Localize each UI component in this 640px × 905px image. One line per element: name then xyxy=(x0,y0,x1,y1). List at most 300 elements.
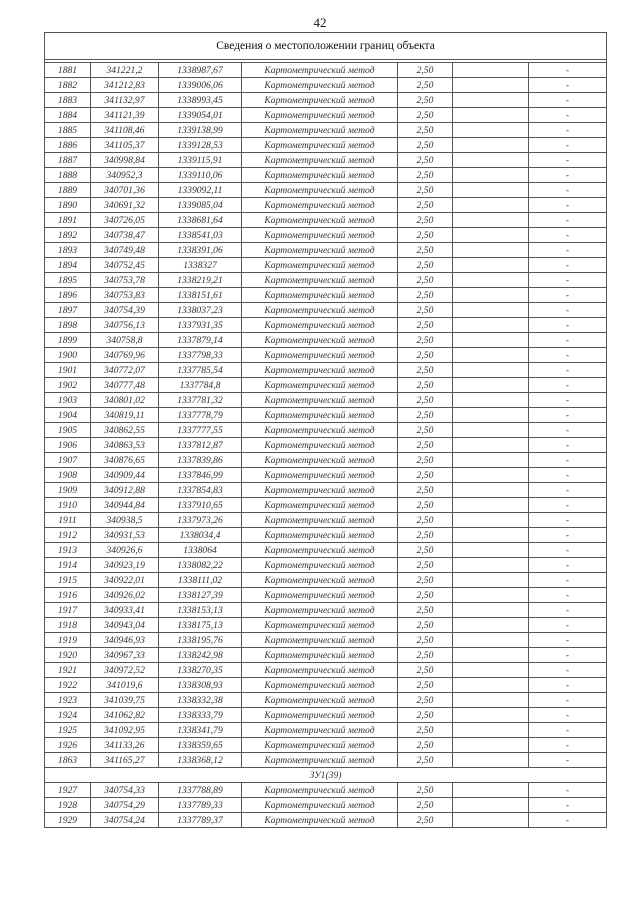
y-coordinate: 1339085,04 xyxy=(159,198,242,213)
determination-method: Картометрический метод xyxy=(242,708,398,723)
y-coordinate: 1338341,79 xyxy=(159,723,242,738)
y-coordinate: 1338270,35 xyxy=(159,663,242,678)
determination-method: Картометрический метод xyxy=(242,528,398,543)
determination-method: Картометрический метод xyxy=(242,558,398,573)
determination-method: Картометрический метод xyxy=(242,648,398,663)
extra-value: - xyxy=(529,543,607,558)
extra-value: - xyxy=(529,693,607,708)
table-title-row xyxy=(45,33,607,60)
point-number: 1915 xyxy=(45,573,91,588)
x-coordinate: 340952,3 xyxy=(91,168,159,183)
x-coordinate: 341019,6 xyxy=(91,678,159,693)
x-coordinate: 340922,01 xyxy=(91,573,159,588)
accuracy-value: 2,50 xyxy=(398,153,453,168)
point-number: 1929 xyxy=(45,813,91,828)
x-coordinate: 340926,02 xyxy=(91,588,159,603)
boundary-description xyxy=(453,78,529,93)
table-row xyxy=(45,198,607,213)
extra-value: - xyxy=(529,273,607,288)
determination-method: Картометрический метод xyxy=(242,78,398,93)
extra-value: - xyxy=(529,63,607,78)
point-number: 1900 xyxy=(45,348,91,363)
extra-value: - xyxy=(529,363,607,378)
point-number: 1921 xyxy=(45,663,91,678)
table-row xyxy=(45,543,607,558)
boundary-description xyxy=(453,798,529,813)
x-coordinate: 340691,32 xyxy=(91,198,159,213)
boundary-description xyxy=(453,603,529,618)
extra-value: - xyxy=(529,93,607,108)
boundary-description xyxy=(453,213,529,228)
determination-method: Картометрический метод xyxy=(242,213,398,228)
y-coordinate: 1339128,53 xyxy=(159,138,242,153)
extra-value: - xyxy=(529,213,607,228)
table-row xyxy=(45,153,607,168)
boundary-description xyxy=(453,588,529,603)
table-row xyxy=(45,723,607,738)
determination-method: Картометрический метод xyxy=(242,303,398,318)
table-row xyxy=(45,318,607,333)
boundary-description xyxy=(453,693,529,708)
y-coordinate: 1339092,11 xyxy=(159,183,242,198)
determination-method: Картометрический метод xyxy=(242,363,398,378)
table-row xyxy=(45,258,607,273)
table-row xyxy=(45,423,607,438)
table-row xyxy=(45,363,607,378)
extra-value: - xyxy=(529,783,607,798)
y-coordinate: 1338391,06 xyxy=(159,243,242,258)
table-row xyxy=(45,618,607,633)
x-coordinate: 340944,84 xyxy=(91,498,159,513)
accuracy-value: 2,50 xyxy=(398,303,453,318)
point-number: 1906 xyxy=(45,438,91,453)
determination-method: Картометрический метод xyxy=(242,753,398,768)
extra-value: - xyxy=(529,438,607,453)
point-number: 1911 xyxy=(45,513,91,528)
y-coordinate: 1337879,14 xyxy=(159,333,242,348)
x-coordinate: 340758,8 xyxy=(91,333,159,348)
x-coordinate: 340943,04 xyxy=(91,618,159,633)
boundary-description xyxy=(453,678,529,693)
extra-value: - xyxy=(529,498,607,513)
determination-method: Картометрический метод xyxy=(242,138,398,153)
determination-method: Картометрический метод xyxy=(242,408,398,423)
table-row xyxy=(45,798,607,813)
table-row xyxy=(45,573,607,588)
table-row xyxy=(45,753,607,768)
extra-value: - xyxy=(529,78,607,93)
x-coordinate: 340738,47 xyxy=(91,228,159,243)
x-coordinate: 341221,2 xyxy=(91,63,159,78)
y-coordinate: 1338037,23 xyxy=(159,303,242,318)
extra-value: - xyxy=(529,813,607,828)
determination-method: Картометрический метод xyxy=(242,198,398,213)
extra-value: - xyxy=(529,513,607,528)
determination-method: Картометрический метод xyxy=(242,288,398,303)
point-number: 1903 xyxy=(45,393,91,408)
extra-value: - xyxy=(529,558,607,573)
point-number: 1920 xyxy=(45,648,91,663)
point-number: 1913 xyxy=(45,543,91,558)
extra-value: - xyxy=(529,138,607,153)
boundary-description xyxy=(453,648,529,663)
accuracy-value: 2,50 xyxy=(398,618,453,633)
boundary-description xyxy=(453,228,529,243)
accuracy-value: 2,50 xyxy=(398,708,453,723)
table-row xyxy=(45,288,607,303)
table-row xyxy=(45,393,607,408)
accuracy-value: 2,50 xyxy=(398,693,453,708)
y-coordinate: 1338111,02 xyxy=(159,573,242,588)
point-number: 1899 xyxy=(45,333,91,348)
y-coordinate: 1338151,61 xyxy=(159,288,242,303)
y-coordinate: 1337973,26 xyxy=(159,513,242,528)
table-title: Сведения о местоположении границ объекта xyxy=(45,33,607,60)
x-coordinate: 340754,29 xyxy=(91,798,159,813)
table-row xyxy=(45,138,607,153)
table-row xyxy=(45,93,607,108)
accuracy-value: 2,50 xyxy=(398,213,453,228)
determination-method: Картометрический метод xyxy=(242,108,398,123)
point-number: 1896 xyxy=(45,288,91,303)
extra-value: - xyxy=(529,708,607,723)
table-row xyxy=(45,813,607,828)
determination-method: Картометрический метод xyxy=(242,813,398,828)
y-coordinate: 1338993,45 xyxy=(159,93,242,108)
accuracy-value: 2,50 xyxy=(398,378,453,393)
point-number: 1914 xyxy=(45,558,91,573)
determination-method: Картометрический метод xyxy=(242,693,398,708)
boundary-description xyxy=(453,558,529,573)
extra-value: - xyxy=(529,348,607,363)
accuracy-value: 2,50 xyxy=(398,333,453,348)
point-number: 1925 xyxy=(45,723,91,738)
determination-method: Картометрический метод xyxy=(242,618,398,633)
point-number: 1888 xyxy=(45,168,91,183)
accuracy-value: 2,50 xyxy=(398,498,453,513)
determination-method: Картометрический метод xyxy=(242,588,398,603)
point-number: 1919 xyxy=(45,633,91,648)
x-coordinate: 340862,55 xyxy=(91,423,159,438)
boundary-description xyxy=(453,93,529,108)
y-coordinate: 1338082,22 xyxy=(159,558,242,573)
boundary-description xyxy=(453,783,529,798)
x-coordinate: 341105,37 xyxy=(91,138,159,153)
table-row xyxy=(45,498,607,513)
accuracy-value: 2,50 xyxy=(398,438,453,453)
extra-value: - xyxy=(529,573,607,588)
accuracy-value: 2,50 xyxy=(398,408,453,423)
extra-value: - xyxy=(529,453,607,468)
table-row xyxy=(45,123,607,138)
extra-value: - xyxy=(529,168,607,183)
point-number: 1907 xyxy=(45,453,91,468)
table-row xyxy=(45,333,607,348)
point-number: 1928 xyxy=(45,798,91,813)
accuracy-value: 2,50 xyxy=(398,738,453,753)
boundary-description xyxy=(453,483,529,498)
y-coordinate: 1337812,87 xyxy=(159,438,242,453)
extra-value: - xyxy=(529,678,607,693)
accuracy-value: 2,50 xyxy=(398,783,453,798)
boundary-description xyxy=(453,258,529,273)
x-coordinate: 340912,88 xyxy=(91,483,159,498)
y-coordinate: 1338327 xyxy=(159,258,242,273)
boundary-description xyxy=(453,438,529,453)
point-number: 1918 xyxy=(45,618,91,633)
table-row xyxy=(45,108,607,123)
table-row xyxy=(45,78,607,93)
x-coordinate: 341133,26 xyxy=(91,738,159,753)
boundary-description xyxy=(453,108,529,123)
boundary-description xyxy=(453,348,529,363)
x-coordinate: 340819,11 xyxy=(91,408,159,423)
determination-method: Картометрический метод xyxy=(242,393,398,408)
accuracy-value: 2,50 xyxy=(398,453,453,468)
extra-value: - xyxy=(529,468,607,483)
y-coordinate: 1338064 xyxy=(159,543,242,558)
y-coordinate: 1337854,83 xyxy=(159,483,242,498)
y-coordinate: 1337839,86 xyxy=(159,453,242,468)
table-row xyxy=(45,303,607,318)
y-coordinate: 1338175,13 xyxy=(159,618,242,633)
point-number: 1881 xyxy=(45,63,91,78)
x-coordinate: 340923,19 xyxy=(91,558,159,573)
accuracy-value: 2,50 xyxy=(398,228,453,243)
boundary-description xyxy=(453,513,529,528)
x-coordinate: 340749,48 xyxy=(91,243,159,258)
determination-method: Картометрический метод xyxy=(242,513,398,528)
determination-method: Картометрический метод xyxy=(242,438,398,453)
y-coordinate: 1338332,38 xyxy=(159,693,242,708)
y-coordinate: 1338987,67 xyxy=(159,63,242,78)
extra-value: - xyxy=(529,738,607,753)
determination-method: Картометрический метод xyxy=(242,543,398,558)
boundary-description xyxy=(453,573,529,588)
boundary-description xyxy=(453,663,529,678)
x-coordinate: 340931,53 xyxy=(91,528,159,543)
y-coordinate: 1338308,93 xyxy=(159,678,242,693)
y-coordinate: 1337789,37 xyxy=(159,813,242,828)
y-coordinate: 1337931,35 xyxy=(159,318,242,333)
accuracy-value: 2,50 xyxy=(398,138,453,153)
point-number: 1886 xyxy=(45,138,91,153)
point-number: 1922 xyxy=(45,678,91,693)
point-number: 1894 xyxy=(45,258,91,273)
accuracy-value: 2,50 xyxy=(398,108,453,123)
point-number: 1885 xyxy=(45,123,91,138)
accuracy-value: 2,50 xyxy=(398,573,453,588)
extra-value: - xyxy=(529,108,607,123)
determination-method: Картометрический метод xyxy=(242,123,398,138)
accuracy-value: 2,50 xyxy=(398,288,453,303)
table-row xyxy=(45,183,607,198)
accuracy-value: 2,50 xyxy=(398,513,453,528)
accuracy-value: 2,50 xyxy=(398,78,453,93)
boundary-table xyxy=(44,32,607,828)
x-coordinate: 340972,52 xyxy=(91,663,159,678)
accuracy-value: 2,50 xyxy=(398,813,453,828)
boundary-description xyxy=(453,378,529,393)
point-number: 1916 xyxy=(45,588,91,603)
accuracy-value: 2,50 xyxy=(398,423,453,438)
point-number: 1910 xyxy=(45,498,91,513)
determination-method: Картометрический метод xyxy=(242,633,398,648)
point-number: 1904 xyxy=(45,408,91,423)
y-coordinate: 1338333,79 xyxy=(159,708,242,723)
y-coordinate: 1337784,8 xyxy=(159,378,242,393)
determination-method: Картометрический метод xyxy=(242,468,398,483)
table-row xyxy=(45,213,607,228)
determination-method: Картометрический метод xyxy=(242,63,398,78)
extra-value: - xyxy=(529,318,607,333)
x-coordinate: 340876,65 xyxy=(91,453,159,468)
y-coordinate: 1337777,55 xyxy=(159,423,242,438)
boundary-description xyxy=(453,153,529,168)
x-coordinate: 340753,83 xyxy=(91,288,159,303)
accuracy-value: 2,50 xyxy=(398,633,453,648)
determination-method: Картометрический метод xyxy=(242,678,398,693)
y-coordinate: 1338127,39 xyxy=(159,588,242,603)
boundary-description xyxy=(453,303,529,318)
determination-method: Картометрический метод xyxy=(242,228,398,243)
boundary-description xyxy=(453,723,529,738)
table-row xyxy=(45,603,607,618)
extra-value: - xyxy=(529,753,607,768)
boundary-description xyxy=(453,813,529,828)
x-coordinate: 340752,45 xyxy=(91,258,159,273)
point-number: 1891 xyxy=(45,213,91,228)
accuracy-value: 2,50 xyxy=(398,348,453,363)
boundary-table-body xyxy=(45,33,607,828)
accuracy-value: 2,50 xyxy=(398,168,453,183)
y-coordinate: 1338242,98 xyxy=(159,648,242,663)
x-coordinate: 340967,33 xyxy=(91,648,159,663)
table-row xyxy=(45,408,607,423)
x-coordinate: 340754,24 xyxy=(91,813,159,828)
accuracy-value: 2,50 xyxy=(398,393,453,408)
extra-value: - xyxy=(529,588,607,603)
extra-value: - xyxy=(529,288,607,303)
y-coordinate: 1339054,01 xyxy=(159,108,242,123)
x-coordinate: 341212,83 xyxy=(91,78,159,93)
point-number: 1905 xyxy=(45,423,91,438)
extra-value: - xyxy=(529,798,607,813)
x-coordinate: 340754,39 xyxy=(91,303,159,318)
boundary-description xyxy=(453,528,529,543)
extra-value: - xyxy=(529,153,607,168)
boundary-description xyxy=(453,753,529,768)
extra-value: - xyxy=(529,723,607,738)
y-coordinate: 1339110,06 xyxy=(159,168,242,183)
extra-value: - xyxy=(529,633,607,648)
point-number: 1863 xyxy=(45,753,91,768)
determination-method: Картометрический метод xyxy=(242,333,398,348)
point-number: 1884 xyxy=(45,108,91,123)
x-coordinate: 340933,41 xyxy=(91,603,159,618)
boundary-description xyxy=(453,288,529,303)
boundary-description xyxy=(453,618,529,633)
y-coordinate: 1337910,65 xyxy=(159,498,242,513)
table-row xyxy=(45,633,607,648)
determination-method: Картометрический метод xyxy=(242,318,398,333)
x-coordinate: 341062,82 xyxy=(91,708,159,723)
boundary-description xyxy=(453,138,529,153)
y-coordinate: 1338359,65 xyxy=(159,738,242,753)
x-coordinate: 340909,44 xyxy=(91,468,159,483)
accuracy-value: 2,50 xyxy=(398,318,453,333)
determination-method: Картометрический метод xyxy=(242,168,398,183)
table-row xyxy=(45,273,607,288)
x-coordinate: 340753,78 xyxy=(91,273,159,288)
x-coordinate: 340946,93 xyxy=(91,633,159,648)
extra-value: - xyxy=(529,333,607,348)
y-coordinate: 1337781,32 xyxy=(159,393,242,408)
point-number: 1882 xyxy=(45,78,91,93)
point-number: 1895 xyxy=(45,273,91,288)
determination-method: Картометрический метод xyxy=(242,483,398,498)
extra-value: - xyxy=(529,528,607,543)
y-coordinate: 1338541,03 xyxy=(159,228,242,243)
point-number: 1883 xyxy=(45,93,91,108)
boundary-description xyxy=(453,123,529,138)
point-number: 1927 xyxy=(45,783,91,798)
determination-method: Картометрический метод xyxy=(242,348,398,363)
y-coordinate: 1337785,54 xyxy=(159,363,242,378)
table-row xyxy=(45,708,607,723)
accuracy-value: 2,50 xyxy=(398,243,453,258)
table-row xyxy=(45,678,607,693)
accuracy-value: 2,50 xyxy=(398,678,453,693)
extra-value: - xyxy=(529,123,607,138)
x-coordinate: 341108,46 xyxy=(91,123,159,138)
boundary-description xyxy=(453,393,529,408)
y-coordinate: 1337798,33 xyxy=(159,348,242,363)
point-number: 1902 xyxy=(45,378,91,393)
determination-method: Картометрический метод xyxy=(242,663,398,678)
determination-method: Картометрический метод xyxy=(242,423,398,438)
table-row xyxy=(45,558,607,573)
x-coordinate: 340938,5 xyxy=(91,513,159,528)
extra-value: - xyxy=(529,663,607,678)
y-coordinate: 1338034,4 xyxy=(159,528,242,543)
point-number: 1897 xyxy=(45,303,91,318)
point-number: 1898 xyxy=(45,318,91,333)
y-coordinate: 1338219,21 xyxy=(159,273,242,288)
accuracy-value: 2,50 xyxy=(398,93,453,108)
point-number: 1926 xyxy=(45,738,91,753)
table-row xyxy=(45,453,607,468)
table-row xyxy=(45,513,607,528)
accuracy-value: 2,50 xyxy=(398,468,453,483)
determination-method: Картометрический метод xyxy=(242,93,398,108)
y-coordinate: 1338153,13 xyxy=(159,603,242,618)
determination-method: Картометрический метод xyxy=(242,738,398,753)
table-row xyxy=(45,228,607,243)
y-coordinate: 1337789,33 xyxy=(159,798,242,813)
table-row xyxy=(45,738,607,753)
point-number: 1917 xyxy=(45,603,91,618)
boundary-description xyxy=(453,468,529,483)
extra-value: - xyxy=(529,228,607,243)
boundary-description xyxy=(453,363,529,378)
table-row xyxy=(45,63,607,78)
point-number: 1890 xyxy=(45,198,91,213)
accuracy-value: 2,50 xyxy=(398,543,453,558)
x-coordinate: 341039,75 xyxy=(91,693,159,708)
extra-value: - xyxy=(529,243,607,258)
table-row xyxy=(45,663,607,678)
